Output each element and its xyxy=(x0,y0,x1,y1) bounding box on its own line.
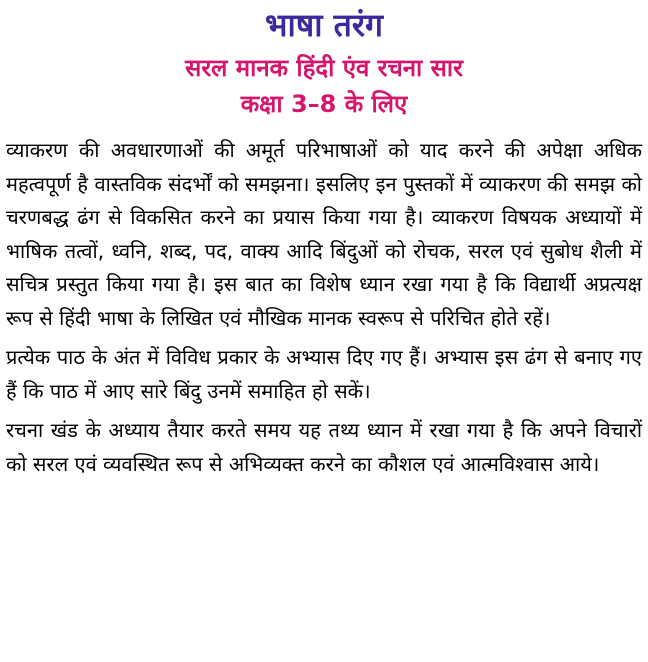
book-subtitle: सरल मानक हिंदी एंव रचना सार xyxy=(185,54,463,82)
grade-range: कक्षा 3–8 के लिए xyxy=(240,90,408,118)
paragraph-composition: रचना खंड के अध्याय तैयार करते समय यह तथ्य ध्यान में रखा गया है कि अपने विचारों को सरल एवं व्यवस्थित रूप से अभिव्यक्त करने का कौशल एवं आत्मविश्वास आये। xyxy=(6,418,642,476)
description-body xyxy=(6,134,642,481)
book-title: भाषा तरंग xyxy=(264,6,384,44)
paragraph-exercises: प्रत्येक पाठ के अंत में विविध प्रकार के अभ्यास दिए गए हैं। अभ्यास इस ढंग से बनाए गए हैं कि पाठ में आए सारे बिंदु उनमें समाहित हो सकें। xyxy=(6,345,642,403)
paragraph-grammar: व्याकरण की अवधारणाओं की अमूर्त परिभाषाओं को याद करने की अपेक्षा अधिक महत्वपूर्ण है वास्तविक संदर्भों को समझना। इसलिए इन पुस्तकों में व्याकरण की समझ को चरणबद्ध ढंग से विकसित करने का प्रयास किया गया है। व्याकरण विषयक अध्यायों में भाषिक तत्वों, ध्वनि, शब्द, पद, वाक्य आदि बिंदुओं को रोचक, सरल एवं सुबोध शैली में सचित्र प्रस्तुत किया गया है। इस बात का विशेष ध्यान रखा गया है कि विद्यार्थी अप्रत्यक्ष रूप से हिंदी भाषा के लिखित एवं मौखिक मानक स्वरूप से परिचित होते रहें। xyxy=(6,138,642,330)
